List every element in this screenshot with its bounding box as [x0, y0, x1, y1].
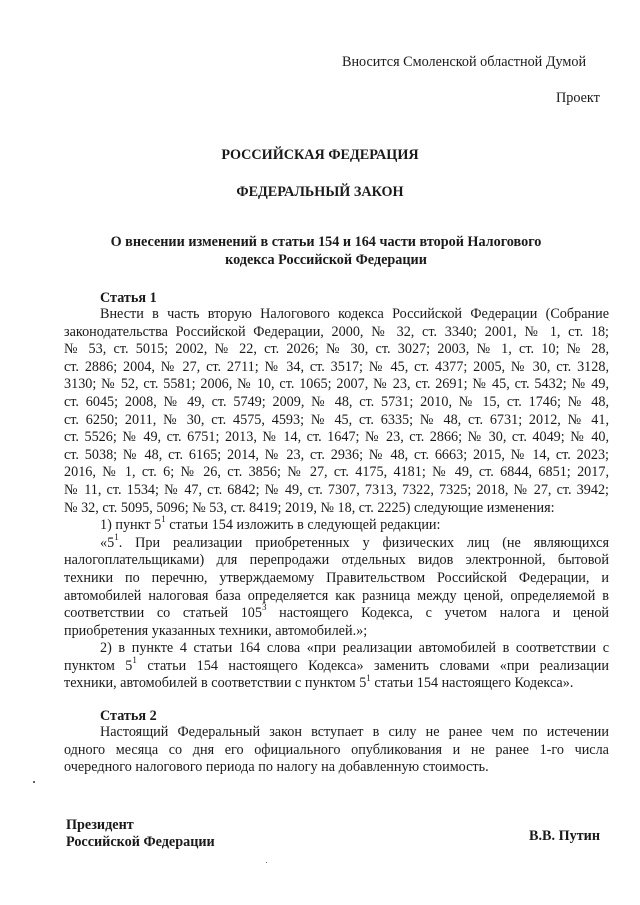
- text-line: Внести в часть вторую Налогового кодекса Российской Федерации (Собрание: [100, 306, 609, 322]
- quote-line: «$5^1$. При реализации приобретенных у физических лиц (не являющихся: [100, 531, 609, 551]
- text-line: 2016, № 1, ст. 6; № 26, ст. 3856; № 27, ст. 4175, 4181; № 49, ст. 6844, 6851; 2017,: [64, 464, 609, 481]
- text-line: № 11, ст. 1534; № 47, ст. 6842; № 49, ст. 7307, 7313, 7322, 7325; 2018, № 27, ст. 3942;: [64, 481, 609, 498]
- scan-speck: [266, 862, 267, 863]
- country-title: РОССИЙСКАЯ ФЕДЕРАЦИЯ: [221, 147, 419, 163]
- text-line: очередного налогового периода по налогу на добавленную стоимость.: [64, 759, 489, 776]
- quote-line: соответствии со статьей $105^3$ настоящего Кодекса, с учетом налога и ценой: [64, 602, 610, 622]
- signature-title-line1: Президент: [66, 817, 134, 833]
- item1-line: 1) пункт $5^1$ статьи 154 изложить в следующей редакции:: [100, 514, 441, 534]
- quote-line: приобретения указанных техники, автомобилей.»;: [64, 622, 368, 639]
- submitted-by: Вносится Смоленской областной Думой: [342, 54, 587, 70]
- law-type-title: ФЕДЕРАЛЬНЫЙ ЗАКОН: [236, 184, 404, 200]
- article2-heading: Статья 2: [100, 708, 157, 724]
- text-line: № 32, ст. 5095, 5096; № 53, ст. 8419; 2019, № 18, ст. 2225) следующие изменения:: [64, 499, 555, 516]
- signature-name: В.В. Путин: [529, 828, 601, 844]
- law-name-line2: кодекса Российской Федерации: [225, 252, 427, 268]
- draft-label: Проект: [556, 90, 600, 106]
- article2-body: [64, 724, 609, 777]
- article1-heading: Статья 1: [100, 290, 157, 306]
- text-line: ст. 5526; № 49, ст. 6751; 2013, № 14, ст. 1647; № 23, ст. 2866; № 30, ст. 4049; № 40,: [64, 429, 609, 446]
- item2-line: техники, автомобилей в соответствии с пунктом $5^1$ статьи 154 настоящего Кодекса».: [64, 672, 574, 692]
- text-line: ст. 2886; 2004, № 27, ст. 2711; № 34, ст. 3517; № 45, ст. 4377; 2005, № 30, ст. 3128,: [64, 358, 609, 375]
- text-line: № 53, ст. 5015; 2002, № 22, ст. 2026; № 30, ст. 3027; 2003, № 1, ст. 10; № 28,: [64, 341, 609, 358]
- text-line: Настоящий Федеральный закон вступает в силу не ранее чем по истечении: [100, 724, 609, 740]
- text-line: 3130; № 52, ст. 5581; 2006, № 10, ст. 1065; 2007, № 23, ст. 2691; № 45, ст. 5432; № 49,: [64, 376, 609, 393]
- law-name-line1: О внесении изменений в статьи 154 и 164 части второй Налогового: [110, 234, 542, 250]
- text-line: ст. 5038; № 48, ст. 6165; 2014, № 23, ст. 2936; № 48, ст. 6663; 2015, № 14, ст. 2023;: [64, 446, 609, 463]
- article1-body: [64, 306, 609, 693]
- signature-title-line2: Российской Федерации: [66, 834, 215, 850]
- quote-line: техники по перечню, утверждаемому Правительством Российской Федерации, и: [64, 569, 609, 586]
- text-line: законодательства Российской Федерации, 2000, № 32, ст. 3340; 2001, № 1, ст. 18;: [64, 323, 609, 340]
- text-line: одного месяца со дня его официального опубликования и не ранее 1-го числа: [64, 741, 609, 758]
- item2-line: пунктом $5^1$ статьи 154 настоящего Кодекса» заменить словами «при реализации: [64, 655, 609, 674]
- text-line: ст. 6250; 2011, № 30, ст. 4575, 4593; № 45, ст. 6335; № 48, ст. 6731; 2012, № 41,: [64, 411, 609, 428]
- quote-line: автомобилей налоговая база определяется как разница между ценой, определяемой в: [64, 587, 609, 604]
- item2-line: 2) в пункте 4 статьи 164 слова «при реализации автомобилей в соответствии с: [100, 640, 609, 657]
- scan-speck: [33, 781, 35, 783]
- text-line: ст. 6045; 2008, № 49, ст. 5749; 2009, № 48, ст. 5731; 2010, № 15, ст. 1746; № 48,: [64, 393, 609, 410]
- quote-line: налогоплательщиками) для перепродажи отдельных видов электронной, бытовой: [64, 552, 609, 569]
